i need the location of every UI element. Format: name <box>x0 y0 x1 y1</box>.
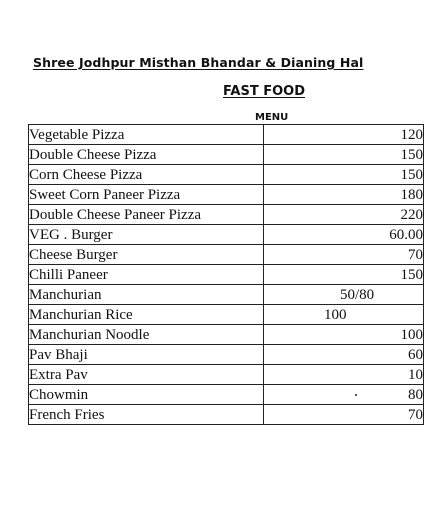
menu-row <box>29 245 424 265</box>
ink-dot <box>355 394 357 396</box>
item-name: Chilli Paneer <box>29 265 264 285</box>
item-name: Pav Bhaji <box>29 345 264 365</box>
item-name: Manchurian Noodle <box>29 325 264 345</box>
menu-label: MENU <box>255 112 289 123</box>
menu-row <box>29 345 424 365</box>
item-price: 180 <box>264 185 424 205</box>
menu-table <box>28 124 424 425</box>
item-price: 150 <box>264 265 424 285</box>
item-price: 100 <box>264 325 424 345</box>
item-price: 70 <box>264 405 424 425</box>
item-name: Sweet Corn Paneer Pizza <box>29 185 264 205</box>
item-name: Manchurian <box>29 285 264 305</box>
menu-row <box>29 365 424 385</box>
item-price: 100 <box>264 305 424 325</box>
menu-row <box>29 165 424 185</box>
menu-row <box>29 145 424 165</box>
menu-row <box>29 205 424 225</box>
item-price: 120 <box>264 125 424 145</box>
item-price: 50/80 <box>264 285 424 305</box>
item-price: 60 <box>264 345 424 365</box>
item-name: Chowmin <box>29 385 264 405</box>
item-name: VEG . Burger <box>29 225 264 245</box>
item-price: 10 <box>264 365 424 385</box>
item-name: Cheese Burger <box>29 245 264 265</box>
menu-row <box>29 305 424 325</box>
menu-row <box>29 225 424 245</box>
menu-row <box>29 325 424 345</box>
restaurant-title: Shree Jodhpur Misthan Bhandar & Dianing Hal <box>33 55 364 70</box>
item-name: Manchurian Rice <box>29 305 264 325</box>
menu-row <box>29 285 424 305</box>
item-price: 60.00 <box>264 225 424 245</box>
item-price: 220 <box>264 205 424 225</box>
menu-row <box>29 385 424 405</box>
item-name: Double Cheese Pizza <box>29 145 264 165</box>
item-price: 150 <box>264 165 424 185</box>
item-name: French Fries <box>29 405 264 425</box>
item-name: Double Cheese Paneer Pizza <box>29 205 264 225</box>
item-name: Extra Pav <box>29 365 264 385</box>
section-title: FAST FOOD <box>223 84 305 99</box>
item-price: 80 <box>264 385 424 405</box>
item-name: Corn Cheese Pizza <box>29 165 264 185</box>
item-price: 150 <box>264 145 424 165</box>
menu-row <box>29 185 424 205</box>
item-name: Vegetable Pizza <box>29 125 264 145</box>
menu-row <box>29 265 424 285</box>
menu-row <box>29 125 424 145</box>
item-price: 70 <box>264 245 424 265</box>
menu-row <box>29 405 424 425</box>
